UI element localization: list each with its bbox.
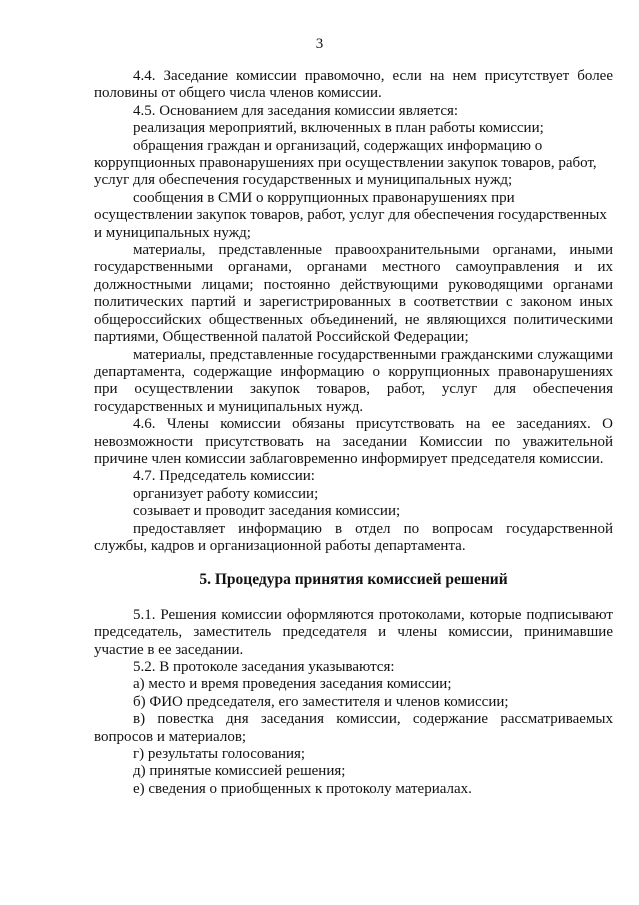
list-item: д) принятые комиссией решения; xyxy=(133,763,346,780)
section-5-heading: 5. Процедура принятия комиссией решений xyxy=(199,571,508,589)
list-item: предоставляет информацию в отдел по вопросам государственной службы, кадров и организационной работы департамента. xyxy=(94,520,613,554)
list-item: созывает и проводит заседания комиссии; xyxy=(133,503,401,520)
paragraph-5-1: 5.1. Решения комиссии оформляются протоколами, которые подписывают председатель, заместитель председателя и члены комиссии, принимавшие участие в ее заседании. xyxy=(94,606,613,658)
paragraph-5-2: 5.2. В протоколе заседания указываются: xyxy=(133,659,395,675)
list-item: материалы, представленные государственными гражданскими служащими департамента, содержащие информацию о коррупционных правонарушениях при осуществлении закупок товаров, работ, услуг для обеспечения государственных и муниципальных нужд. xyxy=(94,346,613,415)
paragraph-4-4: 4.4. Заседание комиссии правомочно, если на нем присутствует более половины от общего числа членов комиссии. xyxy=(94,68,613,102)
list-item: обращения граждан и организаций, содержащих информацию о коррупционных правонарушениях при осуществлении закупок товаров, работ, услуг для обеспечения государственных и муниципальных нужд; xyxy=(94,137,597,189)
list-item: материалы, представленные правоохранительными органами, иными государственными органами, органами местного самоуправления и их должностными лицами; постоянно действующими руководящими органами политических партий и зарегистрированных в соответствии с законом иных общероссийских общественных объединений, не являющихся политическими партиями, Общественной палатой Российской Федерации; xyxy=(94,242,613,346)
paragraph-4-6: 4.6. Члены комиссии обязаны присутствовать на ее заседаниях. О невозможности присутствовать на заседании Комиссии по уважительной причине член комиссии заблаговременно информирует председателя комиссии. xyxy=(94,416,613,467)
document-body xyxy=(94,68,613,798)
list-item: реализация мероприятий, включенных в план работы комиссии; xyxy=(133,120,544,137)
section-4 xyxy=(94,68,613,555)
list-item: сообщения в СМИ о коррупционных правонарушениях при осуществлении закупок товаров, работ, услуг для обеспечения государственных и муниципальных нужд; xyxy=(94,189,607,241)
paragraph-4-5: 4.5. Основанием для заседания комиссии является: xyxy=(133,102,459,119)
list-item: е) сведения о приобщенных к протоколу материалах. xyxy=(133,780,472,797)
list-item: г) результаты голосования; xyxy=(133,746,306,763)
list-item: в) повестка дня заседания комиссии, содержание рассматриваемых вопросов и материалов; xyxy=(94,711,613,745)
paragraph-4-7: 4.7. Председатель комиссии: xyxy=(133,468,315,485)
list-item: б) ФИО председателя, его заместителя и членов комиссии; xyxy=(133,693,509,710)
list-item: а) место и время проведения заседания комиссии; xyxy=(133,676,452,693)
page-number: 3 xyxy=(315,36,324,52)
list-item: организует работу комиссии; xyxy=(133,485,319,502)
section-5 xyxy=(94,607,613,798)
